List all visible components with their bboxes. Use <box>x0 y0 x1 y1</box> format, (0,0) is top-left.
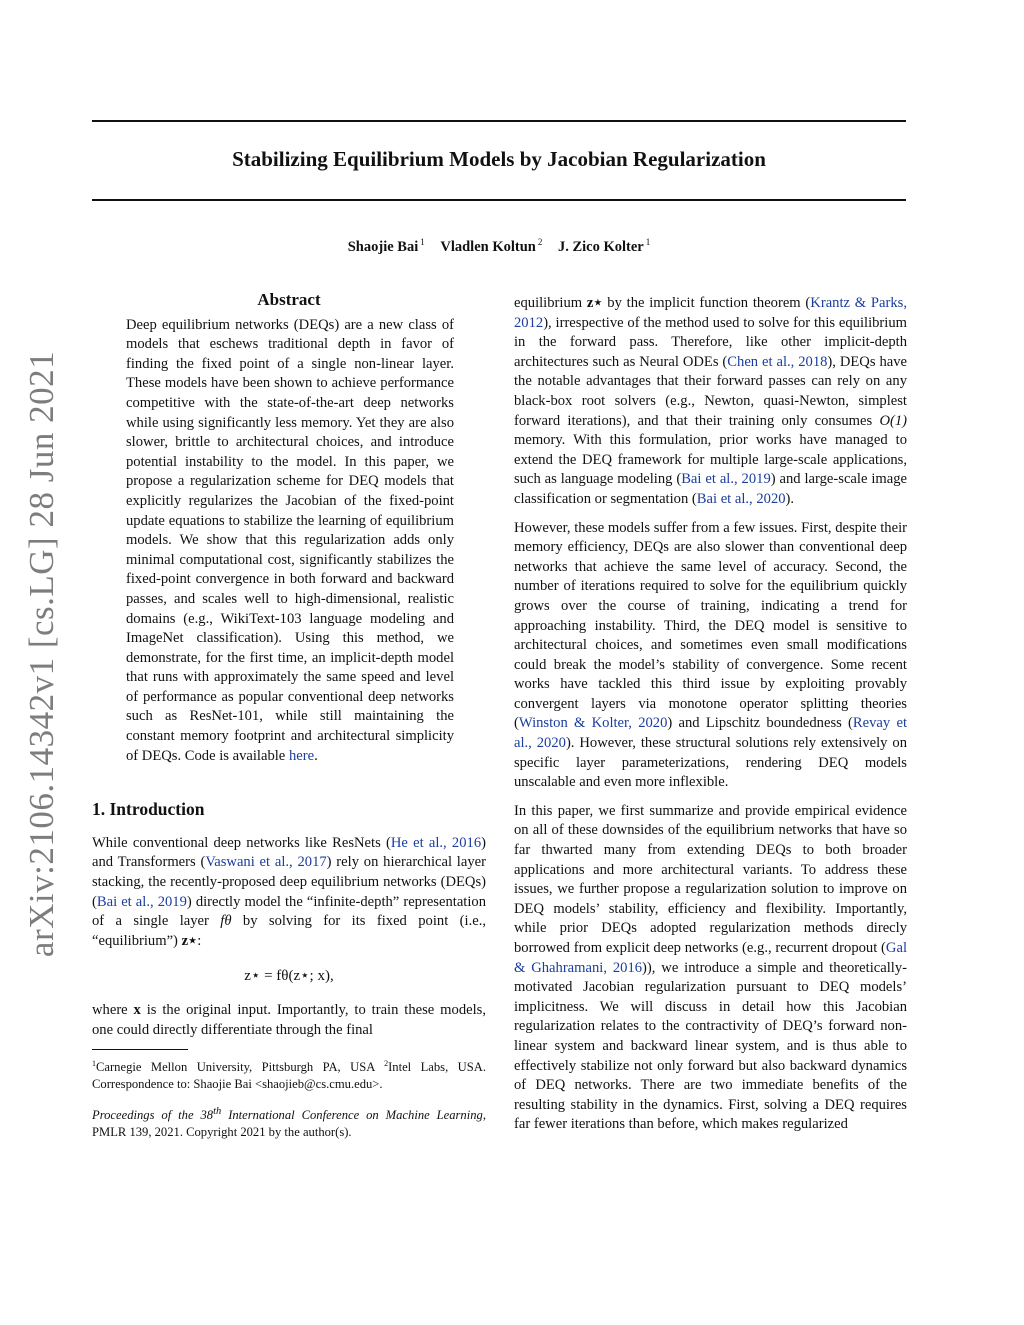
text-run: ), DEQs have the notable advantages that their forward passes can rely on any black-box root solvers (e.g., Newton, quasi-Newton, simplest forward iterations), and that their training only consumes <box>514 353 907 429</box>
citation-link[interactable]: Bai et al., 2019 <box>96 893 187 910</box>
author-affiliation-mark: 2 <box>537 237 543 247</box>
intro-paragraph-2 <box>92 1001 486 1040</box>
body-paragraph-2 <box>514 519 907 793</box>
math-symbol: O(1) <box>879 412 907 429</box>
citation-link[interactable]: He et al., 2016 <box>390 834 482 851</box>
right-column <box>514 294 907 1144</box>
code-link[interactable]: here <box>288 747 315 764</box>
author-list <box>92 237 906 256</box>
title-bottom-rule <box>92 199 906 201</box>
section-heading-introduction: 1. Introduction <box>92 799 205 820</box>
text-run: ). <box>785 490 795 507</box>
author <box>440 239 542 255</box>
citation-link[interactable]: Bai et al., 2019 <box>681 471 771 488</box>
math-symbol: z⋆ <box>181 932 198 949</box>
text-run: Proceedings of the 38 <box>92 1108 214 1123</box>
math-symbol: z⋆ <box>586 295 603 311</box>
footnote-mark: 2 <box>384 1059 389 1069</box>
footnote-mark: 1 <box>92 1059 96 1069</box>
text-run: ) and large-scale image classification or segmentation ( <box>514 471 907 507</box>
arxiv-identifier-text: arXiv:2106.14342v1 [cs.LG] 28 Jun 2021 <box>22 350 61 958</box>
abstract-body <box>126 316 454 767</box>
text-run: ) rely on hierarchical layer stacking, the recently-proposed deep equilibrium networks (DEQs) ( <box>92 854 486 910</box>
math-symbol: fθ <box>220 913 232 930</box>
author <box>558 239 650 255</box>
text-run: : <box>197 932 202 949</box>
footnote-rule <box>92 1049 188 1050</box>
footnote-text: Carnegie Mellon University, Pittsburgh PA, USA <box>96 1060 385 1075</box>
text-run: ). However, these structural solutions rely extensively on specific layer parameterizations, rendering DEQ models unscalable and even more inflexible. <box>514 735 907 791</box>
top-rule <box>92 120 906 122</box>
author-name: Shaojie Bai <box>347 238 419 255</box>
intro-paragraph-1 <box>92 834 486 952</box>
abstract-text: Deep equilibrium networks (DEQs) are a new class of models that eschews traditional depth in favor of finding the fixed point of a single non-linear layer. These models have been shown to achieve performance competitive with the state-of-the-art deep networks while using significantly less memory. Yet they are also slower, brittle to architectural choices, and introduce potential instability to the model. In this paper, we propose a regularization scheme for DEQ models that explicitly regularizes the Jacobian of the fixed-point update equations to stabilize the learning of equilibrium models. We show that this regularization adds only minimal computational cost, significantly stabilizes the fixed-point convergence in both forward and backward passes, and scales well to high-dimensional, realistic domains (e.g., WikiText-103 language modeling and ImageNet classification). Using this method, we demonstrate, for the first time, an implicit-depth model that runs with approximately the same speed and level of performance as popular conventional deep networks such as ResNet-101, while still maintaining the constant memory footprint and architectural simplicity of DEQs. Code is available <box>126 316 454 764</box>
paper-title: Stabilizing Equilibrium Models by Jacobian Regularization <box>232 147 766 171</box>
text-run: International Conference on Machine Learning <box>221 1108 483 1123</box>
citation-link[interactable]: Gal & Ghahramani, 2016 <box>514 940 907 976</box>
text-run: ) and Transformers ( <box>92 834 486 871</box>
superscript: th <box>213 1106 222 1118</box>
text-run: In this paper, we first summarize and provide empirical evidence on all of these downsides of the equilibrium networks that have so far thwarted many from extending DEQs to both broader applications and more architectural variants. To address these issues, we further propose a regularization solution to improve on DEQ models’ stability, efficiency and flexibility. Importantly, while prior DEQs adopted regularization methods direcly borrowed from explicit deep networks (e.g., recurrent dropout ( <box>514 802 907 956</box>
body-paragraph-3 <box>514 802 907 1135</box>
citation-link[interactable]: Krantz & Parks, 2012 <box>514 295 907 331</box>
text-run: is the original input. Importantly, to train these models, one could directly differentiate through the final <box>92 1002 486 1038</box>
proceedings-note <box>92 1104 486 1140</box>
text-run: by the implicit function theorem ( <box>602 295 811 311</box>
text-run: ) directly model the “infinite-depth” representation of a single layer <box>92 893 486 930</box>
abstract-end: . <box>314 747 318 764</box>
text-run: , PMLR 139, 2021. Copyright 2021 by the author(s). <box>92 1108 486 1140</box>
text-run: ) and Lipschitz boundedness ( <box>667 715 853 732</box>
author-affiliation-mark: 1 <box>420 237 425 247</box>
math-symbol: x <box>133 1002 141 1018</box>
text-run: ), irrespective of the method used to solve for this equilibrium in the forward pass. Therefore, like other implicit-depth architectures such as Neural ODEs ( <box>514 314 907 370</box>
citation-link[interactable]: Chen et al., 2018 <box>727 353 828 370</box>
left-column <box>92 290 486 1141</box>
text-run: While conventional deep networks like ResNets ( <box>92 834 391 851</box>
author-name: J. Zico Kolter <box>557 238 644 255</box>
text-run: )), we introduce a simple and theoretically-motivated Jacobian regularization pursuant to DEQ models’ implicitness. We will discuss in detail how this Jacobian regularization relates to the contractivity of DEQ’s forward non-linear system and backward linear system, and is thus able to effectively stabilize not only forward but also backward dynamics of DEQ networks. There are two immediate benefits of the resulting stability in the dynamics. First, solving a DEQ requires far fewer iterations than before, which makes regularized <box>514 959 907 1133</box>
citation-link[interactable]: Winston & Kolter, 2020 <box>518 715 668 732</box>
text-run: memory. With this formulation, prior works have managed to extend the DEQ framework for multiple large-scale applications, such as language modeling ( <box>514 432 907 488</box>
text-run: equilibrium <box>514 295 587 311</box>
affiliation-footnote <box>92 1056 486 1092</box>
fixed-point-equation: z⋆ = fθ(z⋆; x), <box>244 968 334 985</box>
citation-link[interactable]: Bai et al., 2020 <box>696 490 786 507</box>
author <box>348 239 425 255</box>
citation-link[interactable]: Revay et al., 2020 <box>514 715 907 752</box>
citation-link[interactable]: Vaswani et al., 2017 <box>205 854 327 871</box>
text-run: However, these models suffer from a few issues. First, despite their memory efficiency, DEQs are also slower than conventional deep networks that achieve the same level of accuracy. Second, the number of iterations required to solve for the equilibrium quickly grows over the course of training, indicating a trend for approaching instability. Third, the DEQ model is sensitive to architectural choices, and sometimes even small modifications could break the model’s stability of convergence. Some recent works have tackled this third issue by exploiting provably convergent layers via monotone operator splitting theories ( <box>514 519 907 732</box>
author-affiliation-mark: 1 <box>645 237 651 247</box>
abstract-heading: Abstract <box>257 290 321 309</box>
body-paragraph-1 <box>514 294 907 510</box>
footnote-text: Intel Labs, USA. Correspondence to: Shaojie Bai <shaojieb@cs.cmu.edu>. <box>92 1060 486 1091</box>
text-run: where <box>92 1002 134 1018</box>
text-run: by solving for its fixed point (i.e., “equilibrium”) <box>92 913 486 949</box>
author-name: Vladlen Koltun <box>440 238 536 255</box>
arxiv-identifier <box>22 350 62 958</box>
